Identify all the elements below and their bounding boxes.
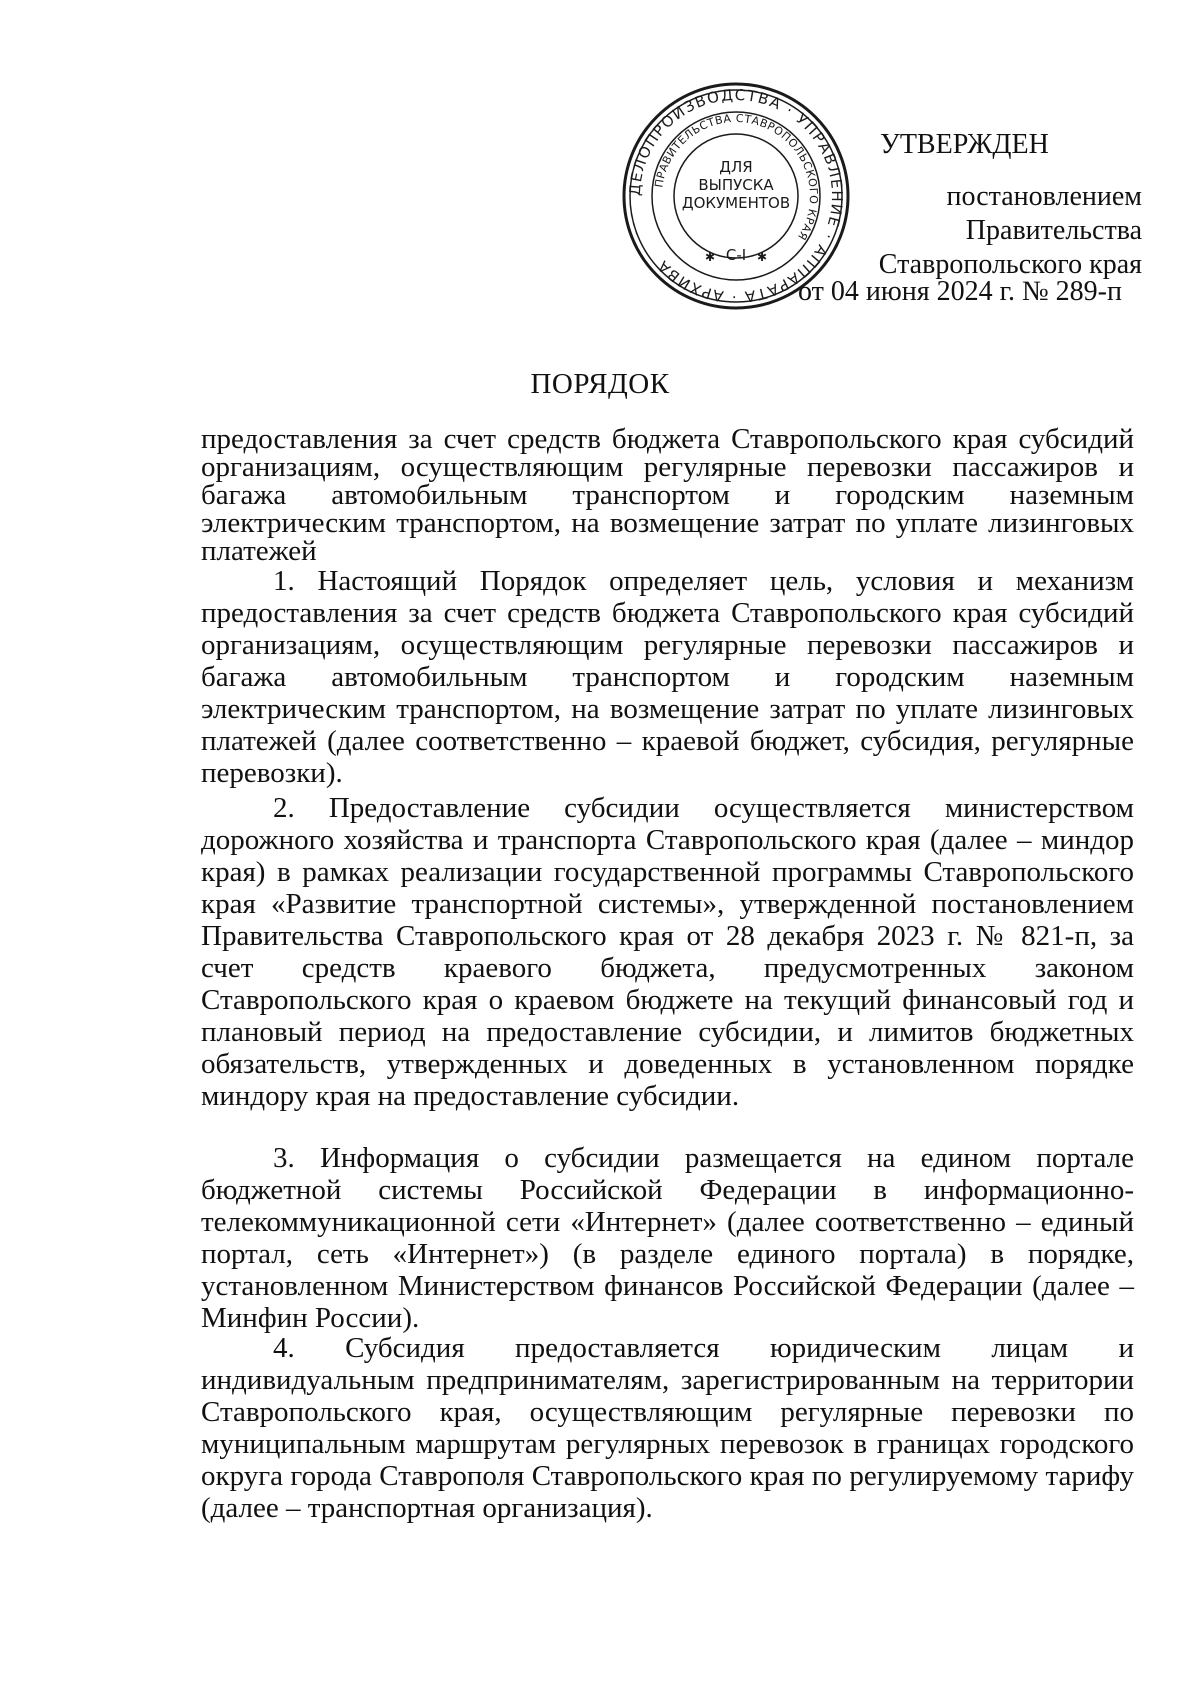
stamp-center-text: ДЛЯ ВЫПУСКА ДОКУМЕНТОВ [681,158,791,212]
stamp-graphic [620,80,852,312]
paragraph-2: 2. Предоставление субсидии осуществляется министерством дорожного хозяйства и транспорта Ставропольского края (далее – миндор края) в рамках реализации государственной программы Ставропольского края «Развитие транспортной системы», утвержденной постановлением Правительства Ставропольского края от 28 декабря 2023 г. № 821-п, за счет средств краевого бюджета, предусмотренных законом Ставропольского края о краевом бюджете на текущий финансовый год и плановый период на предоставление субсидии, и лимитов бюджетных обязательств, утвержденных и доведенных в установленном порядке миндору края на предоставление субсидии. [201,792,1134,1112]
document-subtitle: предоставления за счет средств бюджета Ставропольского края субсидий организациям, осуществляющим регулярные перевозки пассажиров и багажа автомобильным транспортом и городским наземным электрическим транспортом, на возмещение затрат по уплате лизинговых платежей [201,423,1134,567]
paragraph-3: 3. Информация о субсидии размещается на едином портале бюджетной системы Российской Федерации в информационно-телекоммуникационной сети «Интернет» (далее соответственно – единый портал, сеть «Интернет») (в разделе единого портала) в порядке, установленном Министерством финансов Российской Федерации (далее – Минфин России). [201,1142,1134,1334]
star-icon: ✱ [704,250,716,264]
paragraph-1: 1. Настоящий Порядок определяет цель, условия и механизм предоставления за счет средств бюджета Ставропольского края субсидий организациям, осуществляющим регулярные перевозки пассажиров и багажа автомобильным транспортом и городским наземным электрическим транспортом, на возмещение затрат по уплате лизинговых платежей (далее соответственно – краевой бюджет, субсидия, регулярные перевозки). [201,565,1134,789]
star-icon: ✱ [756,250,768,264]
approval-date: от 04 июня 2024 г. № 289-п [798,276,1122,307]
official-stamp [620,80,852,312]
approved-label: УТВЕРЖДЕН [880,129,1049,160]
stamp-inner-text: ПРАВИТЕЛЬСТВА СТАВРОПОЛЬСКОГО КРАЯ [652,111,821,243]
stamp-outer-text: ДЕЛОПРОИЗВОДСТВА · УПРАВЛЕНИЕ · АППАРАТА · АРХИВА [625,85,847,307]
approved-by-text: постановлением Правительства Ставропольского края [878,181,1142,280]
stamp-code: С-I [725,246,747,264]
paragraph-4: 4. Субсидия предоставляется юридическим лицам и индивидуальным предпринимателям, зарегистрированным на территории Ставропольского края, осуществляющим регулярные перевозки по муниципальным маршрутам регулярных перевозок в границах городского округа города Ставрополя Ставропольского края по регулируемому тарифу (далее – транспортная организация). [201,1332,1134,1524]
document-title: ПОРЯДОК [530,368,670,400]
